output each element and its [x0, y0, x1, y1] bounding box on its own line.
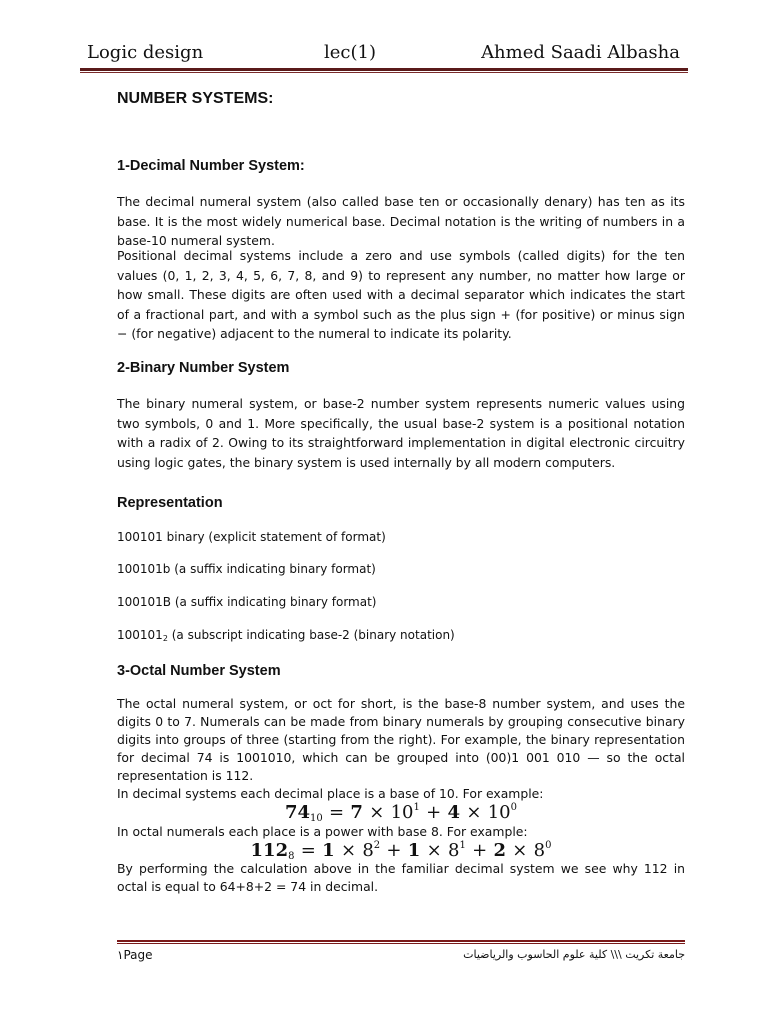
page-number: ١Page — [117, 948, 153, 962]
representation-item: 100101B (a suffix indicating binary format) — [117, 595, 377, 609]
header-lecture: lec(1) — [324, 42, 376, 63]
representation-item: 100101b (a suffix indicating binary format) — [117, 562, 376, 576]
decimal-expansion-formula: $74_{10} = 7 \times 10^1 + 4 \times 10^0$ — [284, 802, 518, 824]
subscript-text: (a subscript indicating base-2 (binary notation) — [171, 628, 455, 642]
representation-item: 100101 binary (explicit statement of format) — [117, 530, 386, 544]
decimal-heading: 1-Decimal Number System: — [117, 158, 305, 174]
octal-paragraph-4: By performing the calculation above in the familiar decimal system we see why 112 in octal is equal to 64+8+2 = 74 in decimal. — [117, 861, 685, 894]
decimal-paragraph-2: Positional decimal systems include a zero and use symbols (called digits) for the ten values (0, 1, 2, 3, 4, 5, 6, 7, 8, and 9) to represent any number, no matter how large or how small. These digits are often used with a decimal separator which indicates the start of a fractional part, and with a symbol such as the plus sign + (for positive) or minus sign − (for negative) adjacent to the numeral to indicate its polarity. — [117, 248, 685, 341]
representation-item-subscript — [117, 628, 455, 643]
university-name: جامعة تكريت \\\ كلية علوم الحاسوب والرياضيات — [463, 948, 685, 961]
page-footer — [117, 948, 685, 966]
header-course: Logic design — [87, 42, 204, 63]
page-title: NUMBER SYSTEMS: — [117, 90, 274, 107]
octal-expansion-formula: $112_8 = 1 \times 8^2 + 1 \times 8^1 + 2 \times 8^0$ — [250, 840, 552, 862]
footer-rule-thin — [117, 943, 685, 944]
footer-rule — [117, 940, 685, 942]
octal-paragraph-2: In decimal systems each decimal place is a base of 10. For example: — [117, 786, 544, 801]
header-rule-thin — [80, 72, 688, 73]
page-header — [84, 42, 688, 68]
decimal-paragraph-1: The decimal numeral system (also called base ten or occasionally denary) has ten as its base. It is the most widely numerical base. Decimal notation is the writing of numbers in a base-10 numeral system. — [117, 194, 685, 248]
octal-paragraph-3: In octal numerals each place is a power with base 8. For example: — [117, 824, 528, 839]
header-author: Ahmed Saadi Albasha — [481, 42, 680, 63]
octal-heading: 3-Octal Number System — [117, 663, 281, 679]
subscript-number: 100101 — [117, 628, 163, 642]
binary-heading: 2-Binary Number System — [117, 360, 290, 376]
representation-heading: Representation — [117, 495, 223, 511]
binary-paragraph: The binary numeral system, or base-2 number system represents numeric values using two symbols, 0 and 1. More specifically, the usual base-2 system is a positional notation with a radix of 2. Owing to its straightforward implementation in digital electronic circuitry using logic gates, the binary system is used internally by all modern computers. — [117, 396, 685, 470]
subscript-base: 2 — [162, 634, 168, 643]
header-rule — [80, 68, 688, 71]
octal-paragraph-1: The octal numeral system, or oct for short, is the base-8 number system, and uses the digits 0 to 7. Numerals can be made from binary numerals by grouping consecutive binary digits into groups of three (starting from the right). For example, the binary representation for decimal 74 is 1001010, which can be grouped into (00)1 001 010 — so the octal representation is 112. — [117, 696, 685, 783]
